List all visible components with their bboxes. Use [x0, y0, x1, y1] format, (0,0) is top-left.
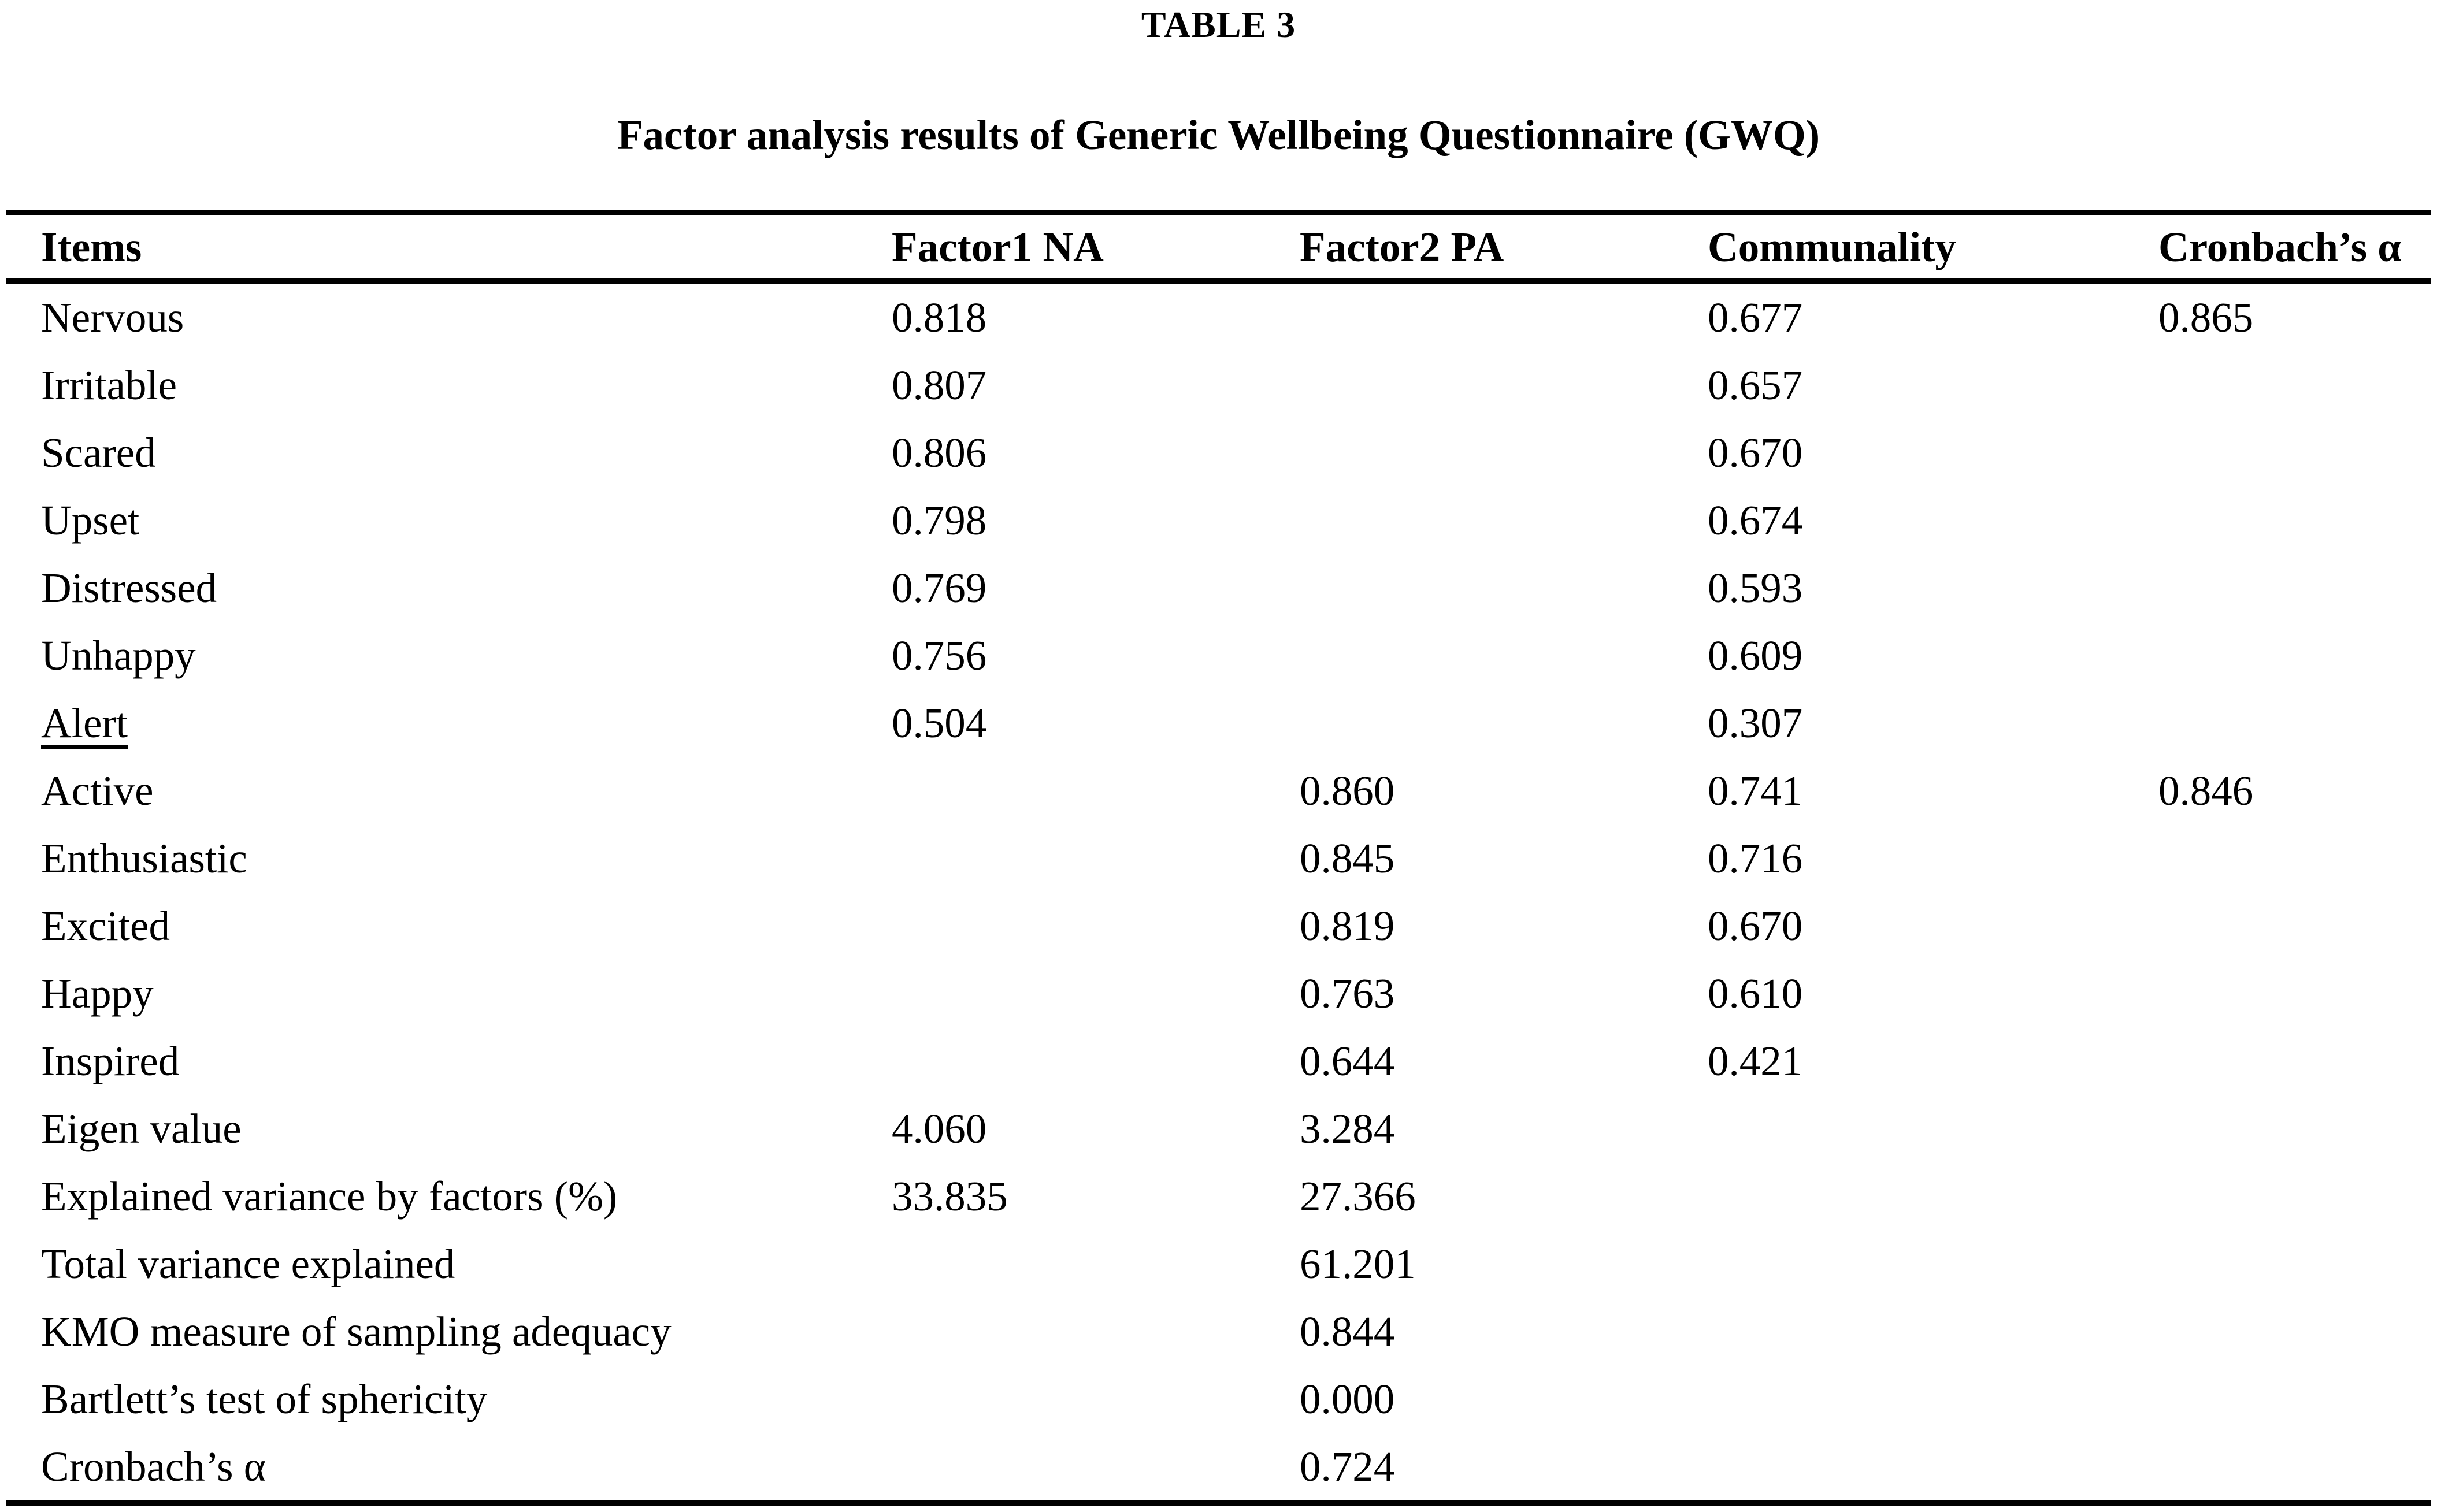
- table-row: [6, 1230, 2431, 1298]
- cell-factor1-na: 0.807: [892, 362, 987, 408]
- cell-cronbach-alpha: [2124, 689, 2431, 757]
- cell-communality: 0.307: [1708, 700, 1803, 746]
- table-row: [6, 892, 2431, 960]
- table-row: [6, 622, 2431, 689]
- cell-item: Upset: [41, 497, 140, 544]
- cell-factor1-na: [857, 824, 1265, 892]
- cell-item: Total variance explained: [41, 1240, 455, 1287]
- cell-cronbach-alpha: [2124, 892, 2431, 960]
- cell-communality: [1673, 1433, 2124, 1503]
- cell-item: Distressed: [41, 564, 217, 611]
- cell-factor1-na: [857, 1433, 1265, 1503]
- cell-item: Unhappy: [41, 632, 196, 679]
- underlined-item-label: Alert: [41, 700, 128, 746]
- cell-communality: 0.593: [1708, 564, 1803, 611]
- table-row: [6, 960, 2431, 1027]
- cell-factor1-na: [857, 1298, 1265, 1365]
- table-label: TABLE 3: [1141, 4, 1296, 45]
- cell-factor1-na: 0.798: [892, 497, 987, 544]
- table-header: [6, 213, 2431, 281]
- cell-item: Inspired: [41, 1038, 180, 1084]
- column-header-cronbach-alpha: Cronbach’s α: [2124, 213, 2431, 281]
- cell-factor2-pa: 0.845: [1300, 835, 1395, 882]
- header-row: [6, 213, 2431, 281]
- cell-item: Cronbach’s α: [41, 1443, 266, 1490]
- cell-factor2-pa: 0.644: [1300, 1038, 1395, 1084]
- cell-item: Bartlett’s test of sphericity: [41, 1376, 488, 1422]
- cell-factor1-na: [857, 892, 1265, 960]
- cell-item: Nervous: [41, 294, 184, 341]
- cell-item: Happy: [41, 970, 154, 1017]
- cell-item: Excited: [41, 902, 170, 949]
- cell-cronbach-alpha: [2124, 1433, 2431, 1503]
- column-header-items: Items: [6, 213, 857, 281]
- cell-item: Active: [41, 767, 154, 814]
- cell-communality: [1673, 1095, 2124, 1162]
- cell-factor2-pa: [1265, 486, 1673, 554]
- table-row: [6, 554, 2431, 622]
- cell-cronbach-alpha: [2124, 1365, 2431, 1433]
- cell-communality: 0.741: [1708, 767, 1803, 814]
- table-row: [6, 1095, 2431, 1162]
- cell-communality: [1673, 1298, 2124, 1365]
- table-row: [6, 281, 2431, 352]
- cell-item: Scared: [41, 429, 156, 476]
- cell-factor1-na: [857, 1027, 1265, 1095]
- cell-communality: 0.609: [1708, 632, 1803, 679]
- table-row: [6, 689, 2431, 757]
- factor-analysis-table: [6, 210, 2431, 1506]
- cell-cronbach-alpha: [2124, 960, 2431, 1027]
- cell-communality: 0.716: [1708, 835, 1803, 882]
- cell-factor2-pa: 61.201: [1300, 1240, 1416, 1287]
- column-header-factor2-pa: Factor2 PA: [1265, 213, 1673, 281]
- cell-communality: 0.674: [1708, 497, 1803, 544]
- cell-cronbach-alpha: [2124, 419, 2431, 486]
- cell-cronbach-alpha: [2124, 1027, 2431, 1095]
- cell-cronbach-alpha: [2124, 351, 2431, 419]
- table-body: [6, 281, 2431, 1503]
- cell-factor1-na: [857, 1365, 1265, 1433]
- cell-cronbach-alpha: 0.846: [2158, 767, 2254, 814]
- cell-factor1-na: 0.806: [892, 429, 987, 476]
- table-row: [6, 824, 2431, 892]
- cell-factor2-pa: [1265, 351, 1673, 419]
- cell-factor1-na: [857, 1230, 1265, 1298]
- cell-factor2-pa: [1265, 419, 1673, 486]
- cell-factor2-pa: 3.284: [1300, 1105, 1395, 1152]
- cell-item: Irritable: [41, 362, 177, 408]
- cell-communality: 0.677: [1708, 294, 1803, 341]
- table-row: [6, 1027, 2431, 1095]
- cell-communality: [1673, 1365, 2124, 1433]
- cell-factor2-pa: [1265, 281, 1673, 352]
- table-row: [6, 1365, 2431, 1433]
- cell-communality: [1673, 1230, 2124, 1298]
- cell-item: [6, 689, 857, 757]
- column-header-factor1-na: Factor1 NA: [857, 213, 1265, 281]
- cell-factor1-na: 0.818: [892, 294, 987, 341]
- cell-factor2-pa: 0.763: [1300, 970, 1395, 1017]
- table-row: [6, 351, 2431, 419]
- cell-factor2-pa: 0.844: [1300, 1308, 1395, 1355]
- cell-cronbach-alpha: [2124, 622, 2431, 689]
- column-header-communality: Communality: [1673, 213, 2124, 281]
- cell-cronbach-alpha: [2124, 1298, 2431, 1365]
- cell-factor2-pa: 27.366: [1300, 1173, 1416, 1220]
- cell-cronbach-alpha: [2124, 1230, 2431, 1298]
- cell-factor1-na: 4.060: [892, 1105, 987, 1152]
- cell-factor2-pa: [1265, 689, 1673, 757]
- cell-factor1-na: 0.504: [892, 700, 987, 746]
- cell-factor2-pa: [1265, 554, 1673, 622]
- cell-factor1-na: 33.835: [892, 1173, 1008, 1220]
- cell-cronbach-alpha: [2124, 824, 2431, 892]
- table-row: [6, 1433, 2431, 1503]
- cell-item: Explained variance by factors (%): [41, 1173, 618, 1220]
- cell-factor2-pa: [1265, 622, 1673, 689]
- cell-communality: 0.610: [1708, 970, 1803, 1017]
- cell-communality: [1673, 1162, 2124, 1230]
- cell-factor1-na: 0.769: [892, 564, 987, 611]
- cell-communality: 0.670: [1708, 902, 1803, 949]
- cell-communality: 0.421: [1708, 1038, 1803, 1084]
- cell-factor1-na: [857, 960, 1265, 1027]
- table-row: [6, 1162, 2431, 1230]
- cell-cronbach-alpha: 0.865: [2158, 294, 2254, 341]
- cell-factor2-pa: 0.819: [1300, 902, 1395, 949]
- cell-factor1-na: [857, 757, 1265, 824]
- cell-item: KMO measure of sampling adequacy: [41, 1308, 672, 1355]
- cell-communality: 0.657: [1708, 362, 1803, 408]
- table-row: [6, 1298, 2431, 1365]
- cell-factor1-na: 0.756: [892, 632, 987, 679]
- table-row: [6, 486, 2431, 554]
- cell-factor2-pa: 0.724: [1300, 1443, 1395, 1490]
- cell-cronbach-alpha: [2124, 1095, 2431, 1162]
- cell-cronbach-alpha: [2124, 1162, 2431, 1230]
- cell-communality: 0.670: [1708, 429, 1803, 476]
- cell-cronbach-alpha: [2124, 486, 2431, 554]
- cell-factor2-pa: 0.860: [1300, 767, 1395, 814]
- cell-factor2-pa: 0.000: [1300, 1376, 1395, 1422]
- table-caption: Factor analysis results of Generic Wellbeing Questionnaire (GWQ): [617, 112, 1820, 158]
- cell-cronbach-alpha: [2124, 554, 2431, 622]
- table-row: [6, 757, 2431, 824]
- cell-item: Eigen value: [41, 1105, 242, 1152]
- table-row: [6, 419, 2431, 486]
- cell-item: Enthusiastic: [41, 835, 247, 882]
